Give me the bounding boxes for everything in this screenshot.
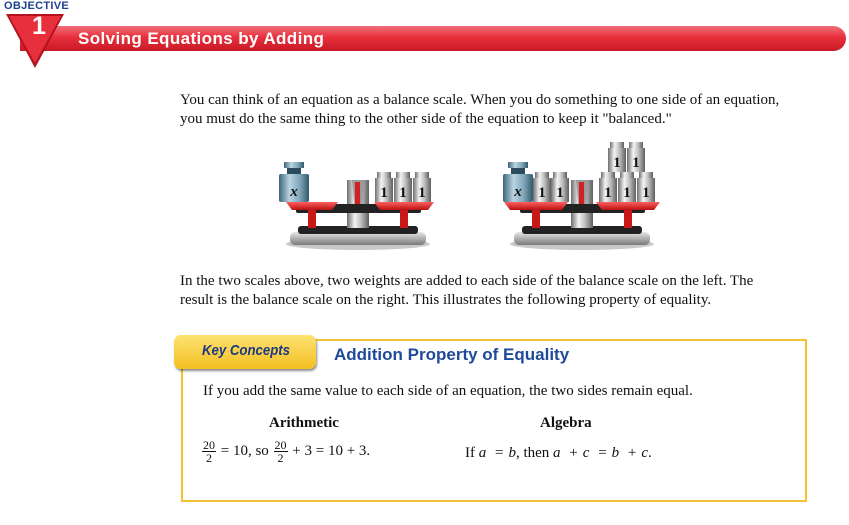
svg-text:1: 1 [642,185,650,201]
svg-text:1: 1 [556,185,564,201]
x-weight [279,162,309,202]
svg-text:1: 1 [418,185,426,201]
section-title: Solving Equations by Adding [78,29,325,48]
svg-text:1: 1 [613,155,621,171]
objective-number: 1 [32,12,46,40]
svg-text:1: 1 [538,185,546,201]
svg-text:1: 1 [380,185,388,201]
added-unit-weights-right [608,142,645,172]
algebra-heading: Algebra [540,415,592,431]
svg-text:x: x [290,184,298,200]
unit-weights [599,172,655,202]
objective-label: OBJECTIVE [4,0,70,12]
fraction-twenty-halves: $\frac{20}{2}$ [203,438,215,465]
key-concept-title: Addition Property of Equality [334,345,570,364]
arithmetic-part2: + 3 = 10 + 3. [292,442,371,459]
arithmetic-example [201,439,370,469]
key-concepts-label: Key Concepts [202,342,291,359]
algebra-example: If a = b, then a + c = b + c. [465,445,652,461]
arithmetic-heading: Arithmetic [269,415,339,431]
arithmetic-part1: = 10, so [220,442,269,459]
fraction-twenty-halves-2: $\frac{20}{2}$ [274,438,287,465]
added-unit-weights-left [533,172,569,202]
svg-text:1: 1 [623,185,631,201]
key-concept-statement: If you add the same value to each side of an equation, the two sides remain equal. [203,383,693,399]
unit-weights [375,172,431,202]
svg-text:x: x [514,184,522,200]
intro-paragraph: You can think of an equation as a balance scale. When you do something to one side of an equation, you must do the same thing to the other side of the equation to keep it "balanced." [180,92,780,127]
balance-scale-left [276,140,441,255]
balance-scale-right [500,140,665,255]
explanation-paragraph: In the two scales above, two weights are added to each side of the balance scale on the left. The result is the balance scale on the right. This illustrates the following property of equality. [180,273,754,308]
svg-text:1: 1 [632,155,640,171]
svg-text:1: 1 [604,185,612,201]
svg-text:1: 1 [399,185,407,201]
x-weight [503,162,533,202]
